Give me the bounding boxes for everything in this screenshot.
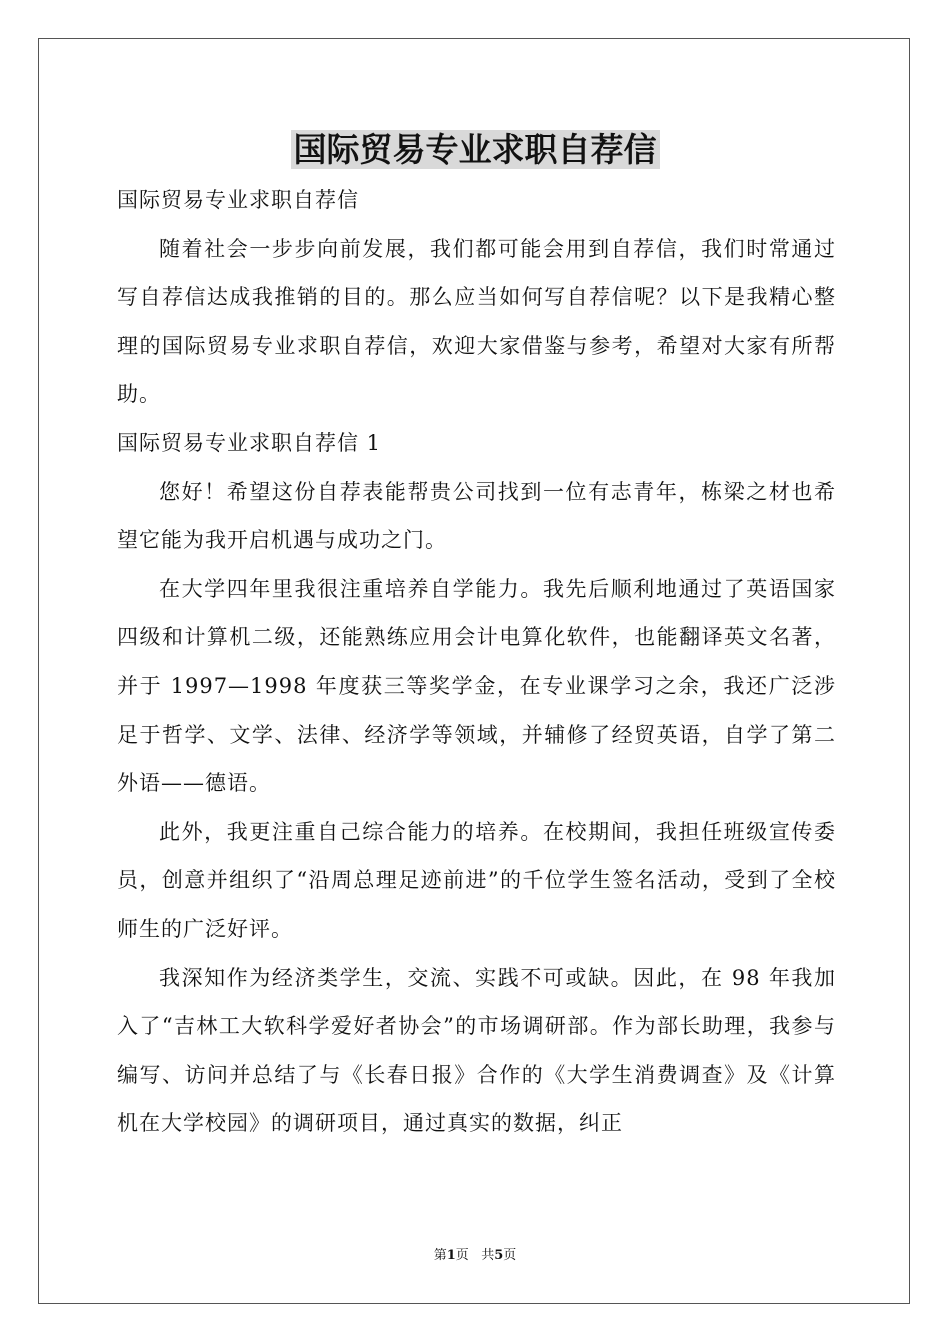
paragraph: 我深知作为经济类学生，交流、实践不可或缺。因此，在 98 年我加入了“吉林工大软科学爱好者协会”的市场调研部。作为部长助理，我参与编写、访问并总结了与《长春日报》合作的《大学生消费调查》及《计算机在大学校园》的调研项目，通过真实的数据，纠正	[117, 965, 836, 1136]
total-suffix: 页	[503, 1248, 517, 1263]
paragraph: 随着社会一步步向前发展，我们都可能会用到自荐信，我们时常通过写自荐信达成我推销的目的。那么应当如何写自荐信呢？以下是我精心整理的国际贸易专业求职自荐信，欢迎大家借鉴与参考，希望对大家有所帮助。	[117, 236, 836, 407]
paragraph: 在大学四年里我很注重培养自学能力。我先后顺利地通过了英语国家四级和计算机二级，还能熟练应用会计电算化软件，也能翻译英文名著，并于 1997—1998 年度获三等奖学金，在专业课学习之余，我还广泛涉足于哲学、文学、法律、经济学等领域，并辅修了经贸英语，自学了第二外语——德语。	[117, 576, 836, 796]
paragraph: 此外，我更注重自己综合能力的培养。在校期间，我担任班级宣传委员，创意并组织了“沿周总理足迹前进”的千位学生签名活动，受到了全校师生的广泛好评。	[117, 819, 836, 941]
page-number: 1	[446, 1248, 456, 1263]
total-pages: 5	[494, 1248, 504, 1263]
paragraph: 国际贸易专业求职自荐信 1	[117, 430, 382, 455]
paragraph: 您好！希望这份自荐表能帮贵公司找到一位有志青年，栋梁之材也希望它能为我开启机遇与成功之门。	[117, 479, 836, 553]
total-prefix: 共	[481, 1248, 495, 1263]
paragraph: 国际贸易专业求职自荐信	[117, 188, 359, 212]
page-prefix: 第	[433, 1248, 447, 1263]
page-footer	[0, 1246, 950, 1266]
document-body	[117, 176, 836, 1148]
document-title	[0, 126, 950, 174]
document-title-text: 国际贸易专业求职自荐信	[291, 130, 660, 169]
page-suffix: 页	[455, 1248, 469, 1263]
